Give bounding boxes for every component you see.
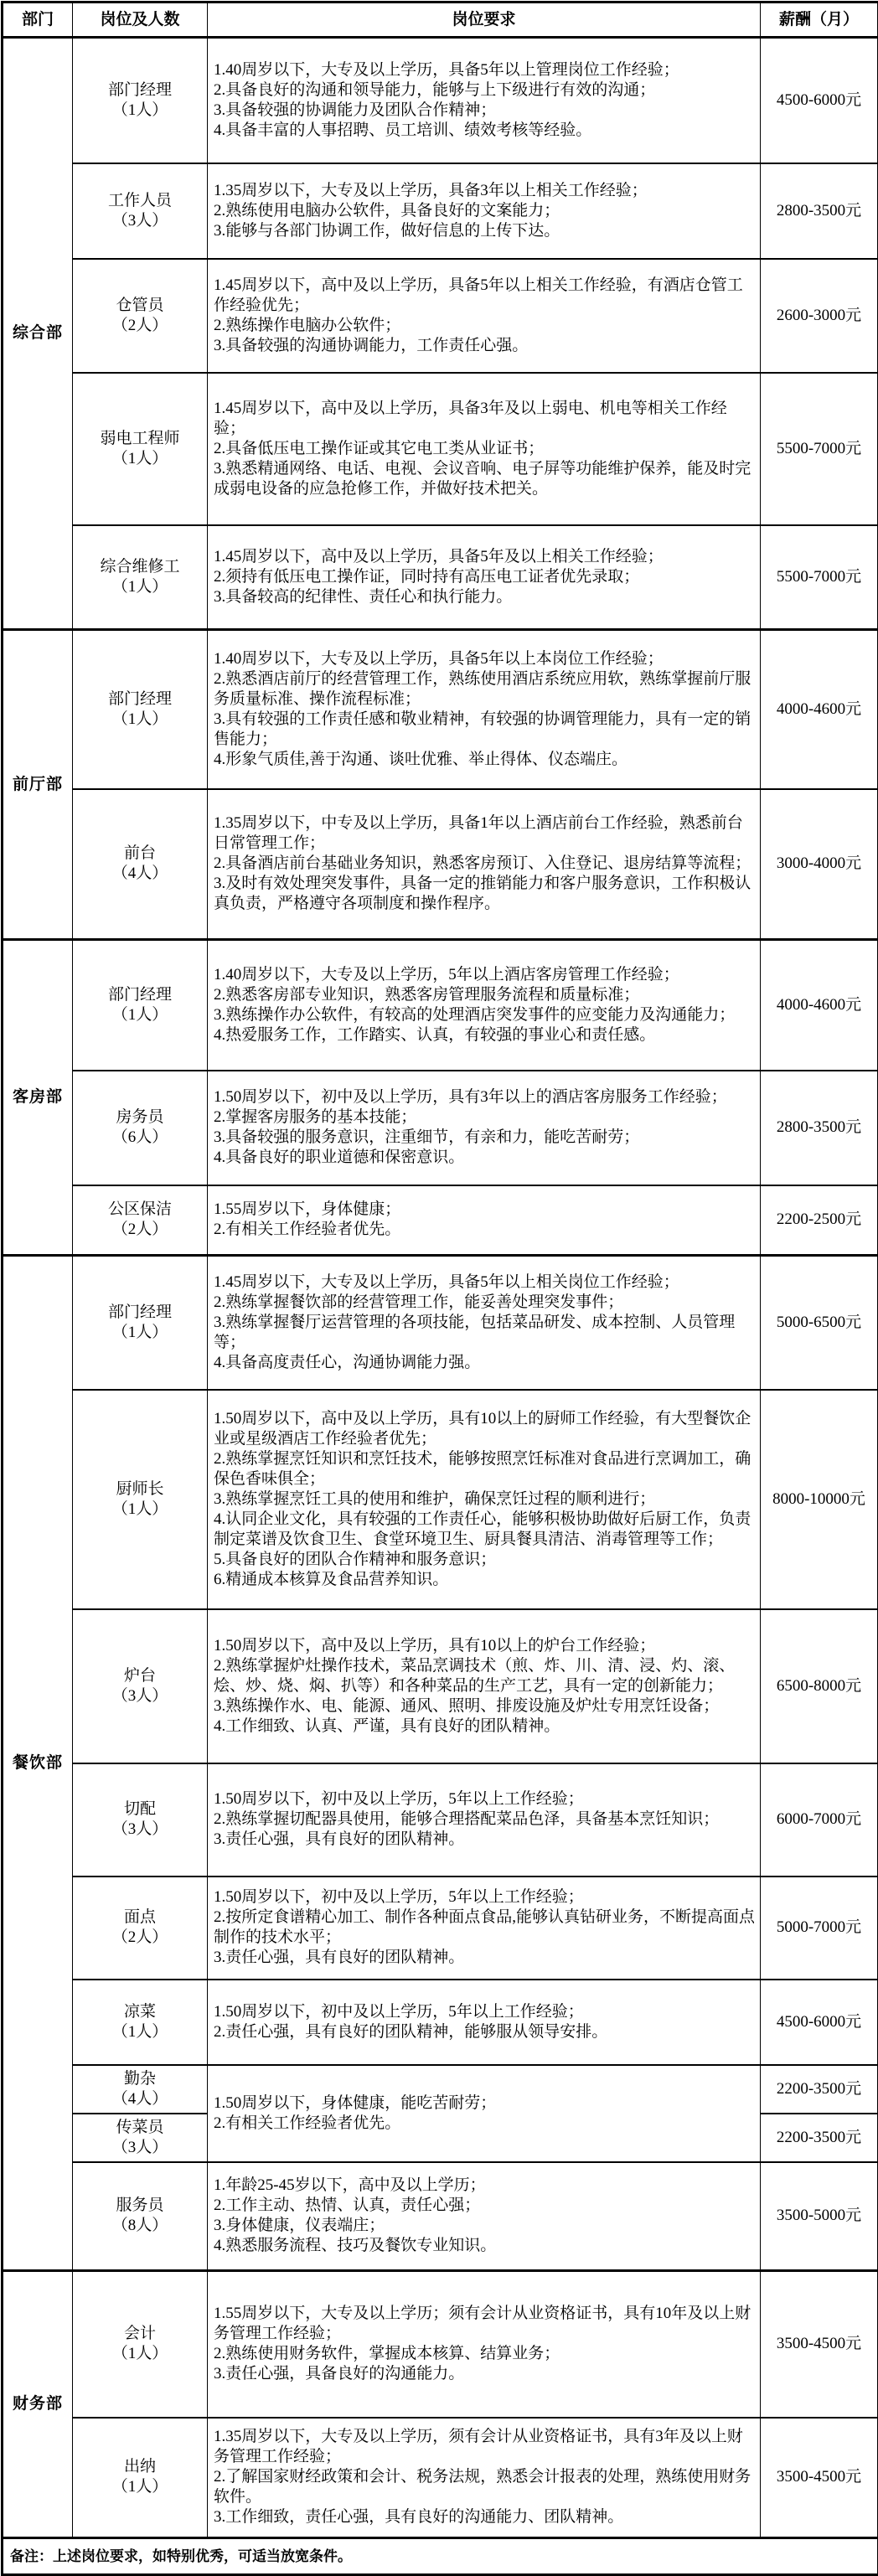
requirement-item: 5.具备良好的团队合作精神和服务意识； xyxy=(214,1550,755,1570)
requirements-cell xyxy=(208,789,761,940)
position-count: （2人） xyxy=(75,316,205,336)
position-cell xyxy=(73,630,208,789)
position-name: 前台 xyxy=(75,844,205,864)
position-cell xyxy=(73,2114,208,2162)
requirement-item: 3.具备较强的协调能力及团队合作精神； xyxy=(214,101,755,121)
requirement-item: 2.按所定食谱精心加工、制作各种面点食品,能够认真钻研业务，不断提高面点制作的技术水平； xyxy=(214,1907,755,1948)
requirement-item: 1.40周岁以下，大专及以上学历，5年以上酒店客房管理工作经验； xyxy=(214,965,755,985)
requirement-item: 1.35周岁以下，中专及以上学历，具备1年以上酒店前台工作经验，熟悉前台日常管理工作； xyxy=(214,813,755,854)
requirement-item: 6.精通成本核算及食品营养知识。 xyxy=(214,1570,755,1590)
salary-cell: 8000-10000元 xyxy=(761,1390,878,1609)
requirement-item: 2.责任心强，具有良好的团队精神，能够服从领导安排。 xyxy=(214,2022,755,2042)
position-name: 传菜员 xyxy=(75,2118,205,2138)
department-cell: 财务部 xyxy=(3,2271,73,2538)
requirement-item: 1.45周岁以下，高中及以上学历，具备3年及以上弱电、机电等相关工作经验； xyxy=(214,399,755,439)
requirement-item: 2.熟练掌握炉灶操作技术，菜品烹调技术（煎、炸、川、清、浸、灼、滚、烩、炒、烧、焖、扒等）和各种菜品的生产工艺，具有一定的创新能力； xyxy=(214,1656,755,1696)
requirement-item: 3.责任心强，具有良好的团队精神。 xyxy=(214,1948,755,1968)
requirement-item: 3.责任心强，具备良好的沟通能力。 xyxy=(214,2364,755,2384)
requirement-item: 2.有相关工作经验者优先。 xyxy=(214,1220,755,1240)
position-cell xyxy=(73,940,208,1071)
position-count: （1人） xyxy=(75,1500,205,1520)
header-row xyxy=(3,3,878,38)
position-count: （1人） xyxy=(75,2477,205,2497)
requirement-item: 4.熟悉服务流程、技巧及餐饮专业知识。 xyxy=(214,2236,755,2256)
requirement-item: 3.工作细致，责任心强，具有良好的沟通能力、团队精神。 xyxy=(214,2507,755,2527)
requirement-item: 4.具备良好的职业道德和保密意识。 xyxy=(214,1148,755,1168)
salary-cell: 2800-3500元 xyxy=(761,163,878,259)
position-name: 房务员 xyxy=(75,1107,205,1128)
position-cell xyxy=(73,525,208,630)
position-name: 切配 xyxy=(75,1799,205,1820)
requirement-item: 3.具备较强的服务意识，注重细节，有亲和力，能吃苦耐劳； xyxy=(214,1128,755,1148)
table-row xyxy=(3,2271,878,2418)
position-cell xyxy=(73,2065,208,2114)
department-cell: 前厅部 xyxy=(3,630,73,940)
position-count: （1人） xyxy=(75,1005,205,1025)
requirements-cell xyxy=(208,2271,761,2418)
position-count: （1人） xyxy=(75,710,205,730)
requirements-cell xyxy=(208,259,761,373)
department-cell: 餐饮部 xyxy=(3,1256,73,2271)
position-count: （2人） xyxy=(75,1220,205,1240)
position-name: 出纳 xyxy=(75,2457,205,2477)
requirements-cell xyxy=(208,2418,761,2538)
requirement-item: 1.45周岁以下，大专及以上学历，具备5年以上相关岗位工作经验； xyxy=(214,1273,755,1293)
position-cell xyxy=(73,1877,208,1980)
table-row xyxy=(3,525,878,630)
requirements-cell xyxy=(208,2065,761,2162)
requirement-item: 1.35周岁以下，大专及以上学历，具备3年以上相关工作经验； xyxy=(214,181,755,201)
requirement-item: 1.45周岁以下，高中及以上学历，具备5年及以上相关工作经验； xyxy=(214,547,755,567)
salary-cell: 4000-4600元 xyxy=(761,630,878,789)
requirement-item: 4.形象气质佳,善于沟通、谈吐优雅、举止得体、仪态端庄。 xyxy=(214,750,755,770)
requirement-item: 3.具备较强的沟通协调能力，工作责任心强。 xyxy=(214,336,755,356)
position-cell xyxy=(73,259,208,373)
header-department: 部门 xyxy=(3,3,73,38)
requirements-cell xyxy=(208,1390,761,1609)
recruitment-table xyxy=(1,1,878,2576)
requirement-item: 2.掌握客房服务的基本技能； xyxy=(214,1107,755,1128)
salary-cell: 6000-7000元 xyxy=(761,1763,878,1877)
requirement-item: 3.熟练掌握餐厅运营管理的各项技能，包括菜品研发、成本控制、人员管理等； xyxy=(214,1313,755,1353)
position-count: （4人） xyxy=(75,864,205,884)
note-row xyxy=(3,2538,878,2575)
position-name: 勤杂 xyxy=(75,2069,205,2089)
requirements-cell xyxy=(208,630,761,789)
position-count: （3人） xyxy=(75,2138,205,2158)
requirement-item: 3.具有较强的工作责任感和敬业精神，有较强的协调管理能力，具有一定的销售能力； xyxy=(214,710,755,750)
header-requirements: 岗位要求 xyxy=(208,3,761,38)
requirement-item: 4.热爱服务工作，工作踏实、认真，有较强的事业心和责任感。 xyxy=(214,1025,755,1045)
position-count: （3人） xyxy=(75,1820,205,1840)
department-cell: 综合部 xyxy=(3,38,73,630)
position-name: 部门经理 xyxy=(75,985,205,1005)
requirement-item: 3.及时有效处理突发事件，具备一定的推销能力和客户服务意识，工作积极认真负责，严格遵守各项制度和操作程序。 xyxy=(214,874,755,914)
position-cell xyxy=(73,1763,208,1877)
position-name: 工作人员 xyxy=(75,191,205,211)
salary-cell: 5000-6500元 xyxy=(761,1256,878,1390)
salary-cell: 2200-3500元 xyxy=(761,2065,878,2114)
requirement-item: 1.40周岁以下，大专及以上学历，具备5年以上管理岗位工作经验； xyxy=(214,60,755,80)
requirement-item: 2.熟悉酒店前厅的经营管理工作，熟练使用酒店系统应用软，熟练掌握前厅服务质量标准、操作流程标准； xyxy=(214,669,755,710)
table-row xyxy=(3,940,878,1071)
table-row xyxy=(3,1609,878,1763)
salary-cell: 5500-7000元 xyxy=(761,525,878,630)
requirement-item: 4.工作细致、认真、严谨，具有良好的团队精神。 xyxy=(214,1716,755,1737)
position-count: （8人） xyxy=(75,2216,205,2236)
requirement-item: 1.55周岁以下，大专及以上学历；须有会计从业资格证书，具有10年及以上财务管理工作经验； xyxy=(214,2304,755,2344)
table-row xyxy=(3,1071,878,1185)
salary-cell: 4500-6000元 xyxy=(761,38,878,163)
position-cell xyxy=(73,789,208,940)
requirements-cell xyxy=(208,2162,761,2271)
position-name: 综合维修工 xyxy=(75,557,205,577)
requirement-item: 1.35周岁以下，大专及以上学历，须有会计从业资格证书，具有3年及以上财务管理工作经验； xyxy=(214,2427,755,2467)
table-row xyxy=(3,2162,878,2271)
position-cell xyxy=(73,2418,208,2538)
position-name: 凉菜 xyxy=(75,2002,205,2022)
position-cell xyxy=(73,1256,208,1390)
requirement-item: 4.认同企业文化，具有较强的工作责任心，能够积极协助做好后厨工作，负责制定菜谱及饮食卫生、食堂环境卫生、厨具餐具清洁、消毒管理等工作； xyxy=(214,1510,755,1550)
requirement-item: 3.责任心强，具有良好的团队精神。 xyxy=(214,1830,755,1850)
position-count: （1人） xyxy=(75,1323,205,1343)
table-row xyxy=(3,1763,878,1877)
requirement-item: 4.具备高度责任心，沟通协调能力强。 xyxy=(214,1353,755,1373)
requirement-item: 1.50周岁以下，初中及以上学历，具有3年以上的酒店客房服务工作经验； xyxy=(214,1087,755,1107)
position-cell xyxy=(73,2271,208,2418)
requirement-item: 3.熟练操作办公软件，有较高的处理酒店突发事件的应变能力及沟通能力； xyxy=(214,1005,755,1025)
requirement-item: 2.有相关工作经验者优先。 xyxy=(214,2114,755,2134)
requirement-item: 1.50周岁以下，高中及以上学历，具有10以上的厨师工作经验，有大型餐饮企业或星级酒店工作经验者优先； xyxy=(214,1409,755,1449)
requirement-item: 1.年龄25-45岁以下，高中及以上学历； xyxy=(214,2176,755,2196)
header-position: 岗位及人数 xyxy=(73,3,208,38)
position-name: 炉台 xyxy=(75,1666,205,1686)
position-name: 部门经理 xyxy=(75,1303,205,1323)
requirement-item: 3.熟练掌握烹饪工具的使用和维护，确保烹饪过程的顺利进行； xyxy=(214,1489,755,1510)
requirement-item: 1.55周岁以下，身体健康； xyxy=(214,1200,755,1220)
requirement-item: 3.熟练操作水、电、能源、通风、照明、排废设施及炉灶专用烹饪设备； xyxy=(214,1696,755,1716)
table-row xyxy=(3,789,878,940)
requirement-item: 2.熟练掌握切配器具使用，能够合理搭配菜品色泽，具备基本烹饪知识； xyxy=(214,1809,755,1830)
table-row xyxy=(3,2065,878,2114)
requirement-item: 2.熟练掌握餐饮部的经营管理工作，能妥善处理突发事件； xyxy=(214,1293,755,1313)
table-row xyxy=(3,2418,878,2538)
requirement-item: 1.45周岁以下，高中及以上学历，具备5年以上相关工作经验，有酒店仓管工作经验优先； xyxy=(214,276,755,316)
requirements-cell xyxy=(208,373,761,525)
salary-cell: 3000-4000元 xyxy=(761,789,878,940)
requirement-item: 3.具备较高的纪律性、责任心和执行能力。 xyxy=(214,587,755,607)
requirement-item: 1.50周岁以下，初中及以上学历，5年以上工作经验； xyxy=(214,2002,755,2022)
requirement-item: 2.工作主动、热情、认真，责任心强； xyxy=(214,2196,755,2216)
requirements-cell xyxy=(208,1256,761,1390)
salary-cell: 4000-4600元 xyxy=(761,940,878,1071)
table-row xyxy=(3,163,878,259)
requirements-cell xyxy=(208,1763,761,1877)
position-count: （1人） xyxy=(75,449,205,469)
requirement-item: 4.具备丰富的人事招聘、员工培训、绩效考核等经验。 xyxy=(214,121,755,141)
position-name: 部门经理 xyxy=(75,689,205,710)
table-body xyxy=(3,38,878,2538)
position-count: （3人） xyxy=(75,211,205,231)
position-cell xyxy=(73,1185,208,1256)
position-cell xyxy=(73,1071,208,1185)
requirement-item: 1.40周岁以下，大专及以上学历，具备5年以上本岗位工作经验； xyxy=(214,649,755,669)
position-count: （4人） xyxy=(75,2089,205,2109)
position-count: （6人） xyxy=(75,1128,205,1148)
position-cell xyxy=(73,1980,208,2065)
table-row xyxy=(3,1185,878,1256)
requirements-cell xyxy=(208,1071,761,1185)
position-cell xyxy=(73,2162,208,2271)
table-row xyxy=(3,1877,878,1980)
note-text: 备注：上述岗位要求，如特别优秀，可适当放宽条件。 xyxy=(3,2538,878,2575)
table-row xyxy=(3,1256,878,1390)
requirements-cell xyxy=(208,1609,761,1763)
table-row xyxy=(3,259,878,373)
salary-cell: 3500-5000元 xyxy=(761,2162,878,2271)
position-name: 服务员 xyxy=(75,2196,205,2216)
requirement-item: 2.具备低压电工操作证或其它电工类从业证书； xyxy=(214,439,755,459)
table-row xyxy=(3,1980,878,2065)
salary-cell: 6500-8000元 xyxy=(761,1609,878,1763)
salary-cell: 3500-4500元 xyxy=(761,2271,878,2418)
table-row xyxy=(3,1390,878,1609)
position-cell xyxy=(73,163,208,259)
table-row xyxy=(3,38,878,163)
requirement-item: 1.50周岁以下，身体健康，能吃苦耐劳； xyxy=(214,2093,755,2114)
position-name: 会计 xyxy=(75,2324,205,2344)
position-count: （3人） xyxy=(75,1686,205,1706)
position-name: 仓管员 xyxy=(75,296,205,316)
requirements-cell xyxy=(208,940,761,1071)
header-salary: 薪酬（月） xyxy=(761,3,878,38)
requirements-cell xyxy=(208,38,761,163)
requirement-item: 1.50周岁以下，初中及以上学历，5年以上工作经验； xyxy=(214,1887,755,1907)
requirements-cell xyxy=(208,1877,761,1980)
department-cell: 客房部 xyxy=(3,940,73,1256)
requirement-item: 2.具备良好的沟通和领导能力，能够与上下级进行有效的沟通； xyxy=(214,80,755,101)
position-cell xyxy=(73,1390,208,1609)
table-row xyxy=(3,373,878,525)
requirements-cell xyxy=(208,1980,761,2065)
salary-cell: 5000-7000元 xyxy=(761,1877,878,1980)
salary-cell: 2600-3000元 xyxy=(761,259,878,373)
requirement-item: 2.熟练使用电脑办公软件，具备良好的文案能力； xyxy=(214,201,755,221)
requirements-cell xyxy=(208,1185,761,1256)
requirement-item: 2.具备酒店前台基础业务知识，熟悉客房预订、入住登记、退房结算等流程； xyxy=(214,854,755,874)
requirement-item: 2.熟练使用财务软件，掌握成本核算、结算业务； xyxy=(214,2344,755,2364)
requirement-item: 3.熟悉精通网络、电话、电视、会议音响、电子屏等功能维护保养，能及时完成弱电设备的应急抢修工作，并做好技术把关。 xyxy=(214,459,755,499)
requirement-item: 2.熟练操作电脑办公软件； xyxy=(214,316,755,336)
requirement-item: 1.50周岁以下，高中及以上学历，具有10以上的炉台工作经验； xyxy=(214,1636,755,1656)
position-name: 部门经理 xyxy=(75,80,205,101)
requirements-cell xyxy=(208,163,761,259)
requirement-item: 2.了解国家财经政策和会计、税务法规，熟悉会计报表的处理，熟练使用财务软件。 xyxy=(214,2467,755,2507)
position-count: （2人） xyxy=(75,1928,205,1948)
position-count: （1人） xyxy=(75,2344,205,2364)
position-cell xyxy=(73,1609,208,1763)
position-count: （1人） xyxy=(75,101,205,121)
salary-cell: 4500-6000元 xyxy=(761,1980,878,2065)
position-count: （1人） xyxy=(75,2022,205,2042)
requirement-item: 1.50周岁以下，初中及以上学历，5年以上工作经验； xyxy=(214,1789,755,1809)
table-row xyxy=(3,630,878,789)
requirement-item: 2.须持有低压电工操作证，同时持有高压电工证者优先录取； xyxy=(214,567,755,587)
position-cell xyxy=(73,38,208,163)
position-name: 弱电工程师 xyxy=(75,429,205,449)
position-count: （1人） xyxy=(75,577,205,597)
salary-cell: 2200-3500元 xyxy=(761,2114,878,2162)
position-name: 公区保洁 xyxy=(75,1200,205,1220)
requirement-item: 2.熟悉客房部专业知识，熟悉客房管理服务流程和质量标准； xyxy=(214,985,755,1005)
salary-cell: 5500-7000元 xyxy=(761,373,878,525)
salary-cell: 2800-3500元 xyxy=(761,1071,878,1185)
requirement-item: 3.身体健康，仪表端庄； xyxy=(214,2216,755,2236)
position-cell xyxy=(73,373,208,525)
requirement-item: 2.熟练掌握烹饪知识和烹饪技术，能够按照烹饪标准对食品进行烹调加工，确保色香味俱全； xyxy=(214,1449,755,1489)
salary-cell: 3500-4500元 xyxy=(761,2418,878,2538)
position-name: 厨师长 xyxy=(75,1479,205,1500)
salary-cell: 2200-2500元 xyxy=(761,1185,878,1256)
requirement-item: 3.能够与各部门协调工作，做好信息的上传下达。 xyxy=(214,221,755,241)
requirements-cell xyxy=(208,525,761,630)
position-name: 面点 xyxy=(75,1907,205,1928)
